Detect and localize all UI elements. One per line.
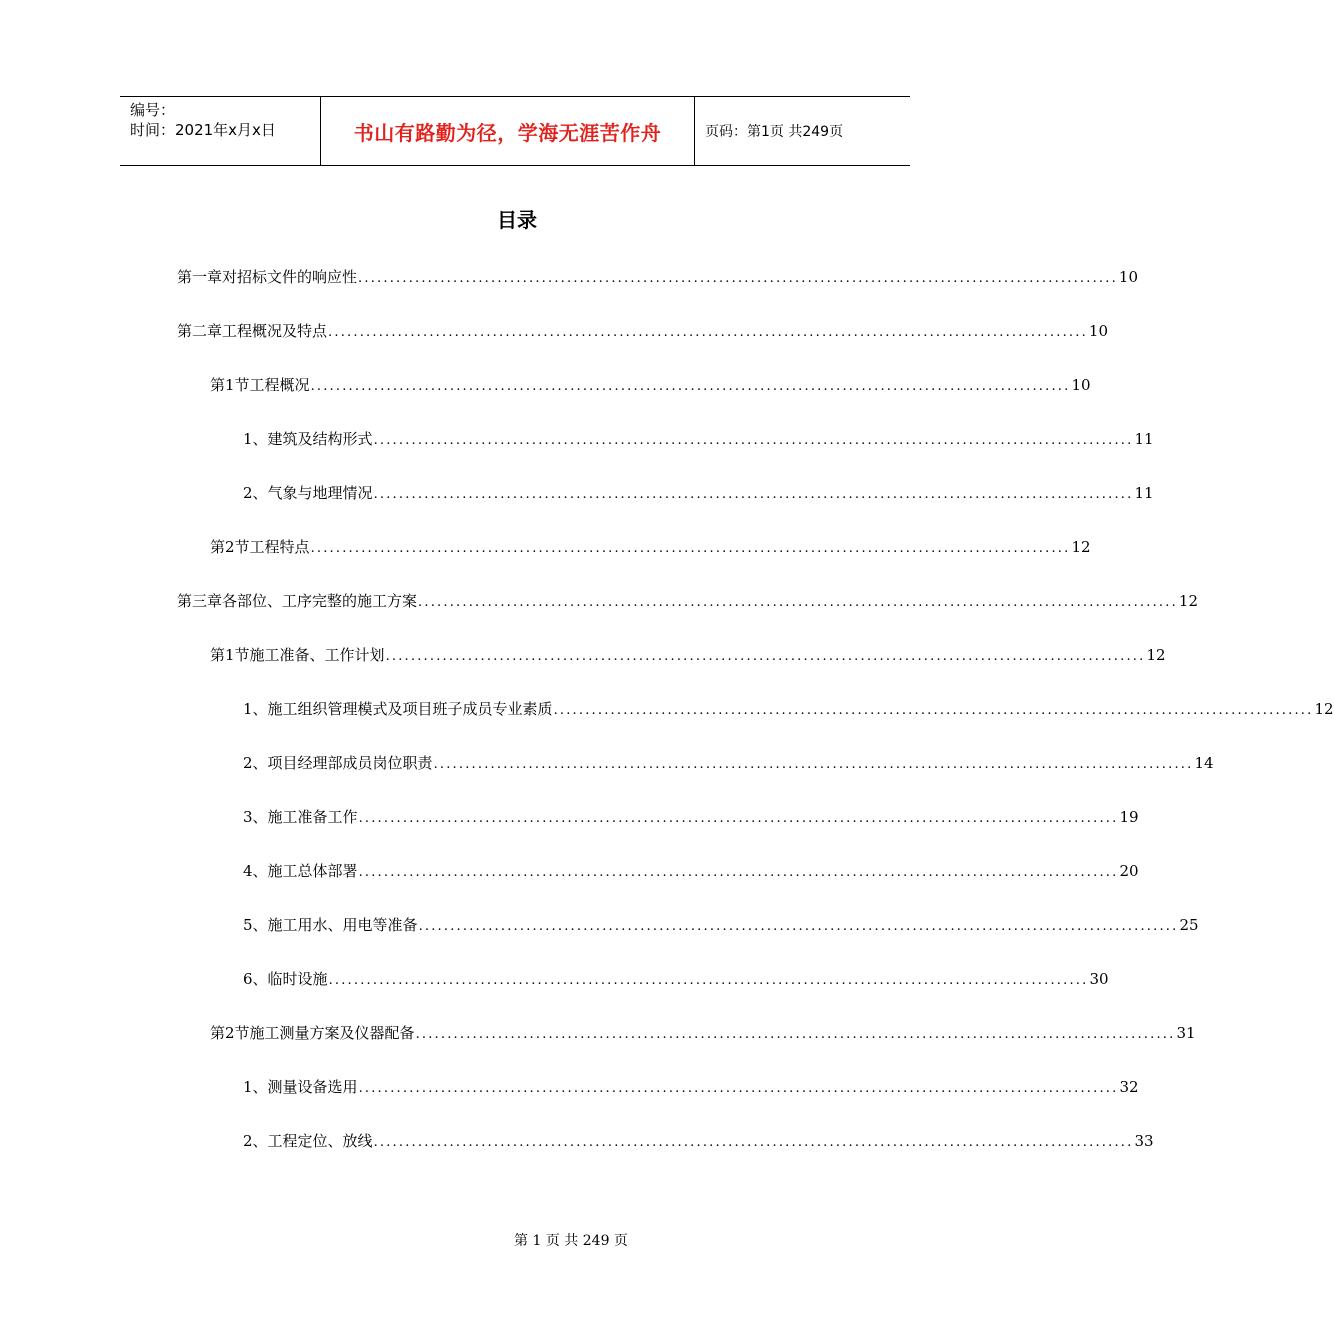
toc-entry-title: 施工总体部署 xyxy=(267,862,358,880)
page-info: 页码：第1页 共249页 xyxy=(705,124,844,140)
motto-text: 书山有路勤为径，学海无涯苦作舟 xyxy=(353,120,662,145)
toc-entry-title: 施工准备工作 xyxy=(267,808,358,826)
toc-entry-page: 32 xyxy=(1119,1078,1139,1096)
toc-leader-dots: ........................................................................................................................ xyxy=(553,703,1314,718)
toc-entry-number: 5、 xyxy=(243,916,268,934)
toc-entry-number: 第一章 xyxy=(177,268,223,286)
toc-entry-page: 31 xyxy=(1176,1024,1196,1042)
toc-entry-title: 施工用水、用电等准备 xyxy=(267,916,418,934)
toc-entry-title: 建筑及结构形式 xyxy=(267,430,373,448)
toc-entry[interactable] xyxy=(210,536,1091,558)
footer-page-number: 第 1 页 共 249 页 xyxy=(514,1233,628,1249)
toc-entry-page: 14 xyxy=(1194,754,1214,772)
toc-entry-number: 第2节 xyxy=(210,1024,250,1042)
toc-entry-number: 4、 xyxy=(243,862,268,880)
time-label: 时间：2021年x月x日 xyxy=(130,121,276,139)
toc-entry-page: 12 xyxy=(1146,646,1166,664)
toc-entry-number: 第2节 xyxy=(210,538,250,556)
toc-leader-dots: ........................................................................................................................ xyxy=(310,541,1071,556)
toc-entry-page: 10 xyxy=(1088,322,1109,340)
toc-entry[interactable] xyxy=(243,968,1109,990)
toc-leader-dots: ........................................................................................................................ xyxy=(433,757,1194,772)
toc-entry-title: 施工测量方案及仪器配备 xyxy=(249,1024,415,1042)
toc-entry[interactable] xyxy=(243,806,1139,828)
toc-leader-dots: ........................................................................................................................ xyxy=(418,919,1179,934)
toc-entry-number: 1、 xyxy=(243,700,268,718)
toc-leader-dots: ........................................................................................................................ xyxy=(358,811,1119,826)
toc-leader-dots: ........................................................................................................................ xyxy=(358,1081,1119,1096)
toc-entry-title: 工程概况 xyxy=(249,376,310,394)
toc-entry-number: 第二章 xyxy=(177,322,223,340)
toc-entry-page: 12 xyxy=(1178,592,1199,610)
toc-entry[interactable] xyxy=(210,374,1091,396)
toc-leader-dots: ........................................................................................................................ xyxy=(373,487,1134,502)
toc-entry-number: 1、 xyxy=(243,430,268,448)
toc-entry-title: 工程定位、放线 xyxy=(267,1132,373,1150)
toc-entry[interactable] xyxy=(243,752,1214,774)
toc-entry-title: 施工组织管理模式及项目班子成员专业素质 xyxy=(267,700,553,718)
toc-entry-number: 2、 xyxy=(243,1132,268,1150)
toc-entry-page: 25 xyxy=(1179,916,1199,934)
toc-leader-dots: ........................................................................................................................ xyxy=(373,433,1134,448)
toc-title: 目录 xyxy=(497,208,537,232)
header-info-cell xyxy=(120,97,321,165)
page-footer xyxy=(0,1230,950,1250)
toc-entry[interactable] xyxy=(177,320,1109,342)
toc-leader-dots: ........................................................................................................................ xyxy=(373,1135,1134,1150)
toc-entry-title: 各部位、工序完整的施工方案 xyxy=(222,592,418,610)
toc-leader-dots: ........................................................................................................................ xyxy=(328,973,1089,988)
toc-entry-page: 12 xyxy=(1314,700,1334,718)
toc-entry-number: 2、 xyxy=(243,484,268,502)
toc-entry-page: 10 xyxy=(1071,376,1091,394)
toc-leader-dots: ........................................................................................................................ xyxy=(358,271,1118,286)
toc-entry-number: 第1节 xyxy=(210,376,250,394)
toc-entry-number: 6、 xyxy=(243,970,268,988)
document-header xyxy=(120,96,910,166)
toc-entry-title: 工程概况及特点 xyxy=(222,322,328,340)
toc-leader-dots: ........................................................................................................................ xyxy=(415,1027,1176,1042)
toc-entry[interactable] xyxy=(210,1022,1196,1044)
toc-entry-title: 项目经理部成员岗位职责 xyxy=(267,754,433,772)
toc-leader-dots: ........................................................................................................................ xyxy=(358,865,1119,880)
toc-entry-page: 12 xyxy=(1071,538,1091,556)
toc-entry-title: 对招标文件的响应性 xyxy=(222,268,358,286)
toc-entry-page: 11 xyxy=(1134,430,1154,448)
toc-entry-page: 11 xyxy=(1134,484,1154,502)
toc-entry-title: 施工准备、工作计划 xyxy=(249,646,385,664)
toc-leader-dots: ........................................................................................................................ xyxy=(418,595,1178,610)
toc-entry-number: 3、 xyxy=(243,808,268,826)
toc-entry-number: 第1节 xyxy=(210,646,250,664)
toc-leader-dots: ........................................................................................................................ xyxy=(328,325,1088,340)
toc-entry[interactable] xyxy=(243,1130,1154,1152)
toc-entry-title: 气象与地理情况 xyxy=(267,484,373,502)
toc-entry-number: 2、 xyxy=(243,754,268,772)
toc-entry-page: 33 xyxy=(1134,1132,1154,1150)
toc-entry[interactable] xyxy=(243,482,1154,504)
toc-entry[interactable] xyxy=(243,698,1334,720)
toc-entry-page: 30 xyxy=(1089,970,1109,988)
toc-entry-page: 20 xyxy=(1119,862,1139,880)
toc-leader-dots: ........................................................................................................................ xyxy=(310,379,1071,394)
header-motto-cell xyxy=(321,97,695,165)
toc-entry[interactable] xyxy=(243,860,1139,882)
toc-entry[interactable] xyxy=(210,644,1166,666)
toc-leader-dots: ........................................................................................................................ xyxy=(385,649,1146,664)
toc-entry[interactable] xyxy=(177,266,1139,288)
toc-entry-title: 工程特点 xyxy=(249,538,310,556)
toc-entry-title: 测量设备选用 xyxy=(267,1078,358,1096)
toc-entry-page: 19 xyxy=(1119,808,1139,826)
toc-entry-title: 临时设施 xyxy=(267,970,328,988)
toc-entry-page: 10 xyxy=(1118,268,1139,286)
toc-entry[interactable] xyxy=(243,1076,1139,1098)
toc-entry[interactable] xyxy=(243,914,1199,936)
toc-entry[interactable] xyxy=(243,428,1154,450)
toc-entry-number: 第三章 xyxy=(177,592,223,610)
toc-entry-number: 1、 xyxy=(243,1078,268,1096)
toc-entry[interactable] xyxy=(177,590,1199,612)
code-label: 编号： xyxy=(130,101,176,119)
header-page-cell xyxy=(695,97,910,165)
